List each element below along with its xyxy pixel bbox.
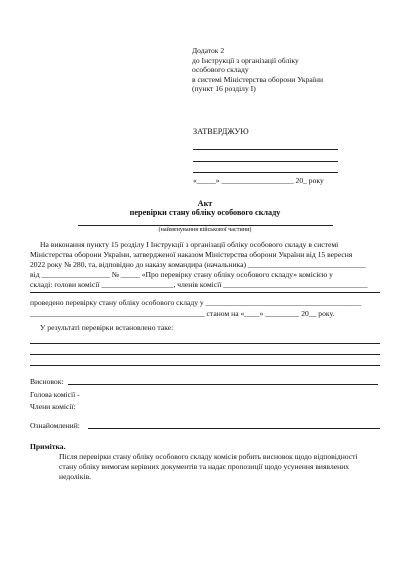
approve-signature-line xyxy=(193,172,338,173)
body-line: від __________________ № _____ «Про перевірку стану обліку особового складу» комісією у xyxy=(30,270,333,279)
appendix-line: Додаток 2 xyxy=(192,46,225,55)
appendix-line: особового складу xyxy=(192,65,249,75)
body-line: складі: голови комісії ___________________, членів комісії ______________________________________ xyxy=(30,280,368,289)
appendix-line: до Інструкції з організації обліку xyxy=(192,55,299,65)
results-line xyxy=(30,365,380,366)
appendix-header xyxy=(192,46,323,94)
approve-date-line: «_____» ___________________ 20_ року xyxy=(193,176,324,185)
members-label: Члени комісії: xyxy=(30,402,76,411)
note-line: недоліків. xyxy=(59,472,92,481)
conclusion-line xyxy=(68,384,378,385)
note-line: Після перевірки стану обліку особового складу комісія робить висновок щодо відповідності xyxy=(59,452,358,461)
act-subtitle: перевірки стану обліку особового складу xyxy=(129,208,281,217)
note-title: Примітка. xyxy=(30,442,66,451)
body-line: проведено перевірку стану обліку особового складу у _________________________________________ xyxy=(30,298,362,307)
acquainted-line xyxy=(88,428,380,429)
acquainted-label: Ознайомлений: xyxy=(30,421,80,430)
results-label: У результаті перевірки встановлено таке: xyxy=(40,323,174,332)
body-line: Міністерства оборони України, затвердженої наказом Міністерства оборони України від 15 вересня xyxy=(30,250,353,259)
body-line: ______________________________________________ станом на «____» _________ 20__ року. xyxy=(30,309,335,318)
chair-label: Голова комісії - xyxy=(30,390,80,399)
body-line: 2022 року № 280, та, відповідно до наказу командира (начальника) _______________________________ xyxy=(30,260,366,269)
act-title: Акт xyxy=(197,199,213,208)
appendix-line: в системі Міністерства оборони України xyxy=(192,74,324,84)
appendix-line: (пункт 16 розділу І) xyxy=(192,84,256,94)
unit-caption: (найменування військової частини) xyxy=(158,226,252,233)
approve-signature-line xyxy=(193,161,338,162)
results-line xyxy=(30,354,380,355)
conclusion-label: Висновок: xyxy=(30,377,64,386)
approve-signature-line xyxy=(193,149,338,150)
note-line: стану обліку вимогам керівних документів та надає пропозиції щодо усунення виявлених xyxy=(59,462,350,471)
approve-title: ЗАТВЕРДЖУЮ xyxy=(193,127,249,136)
fill-line xyxy=(30,292,380,293)
results-line xyxy=(30,343,380,344)
body-line: На виконання пункту 15 розділу І Інструкції з організації обліку особового складу в системі xyxy=(40,240,339,249)
